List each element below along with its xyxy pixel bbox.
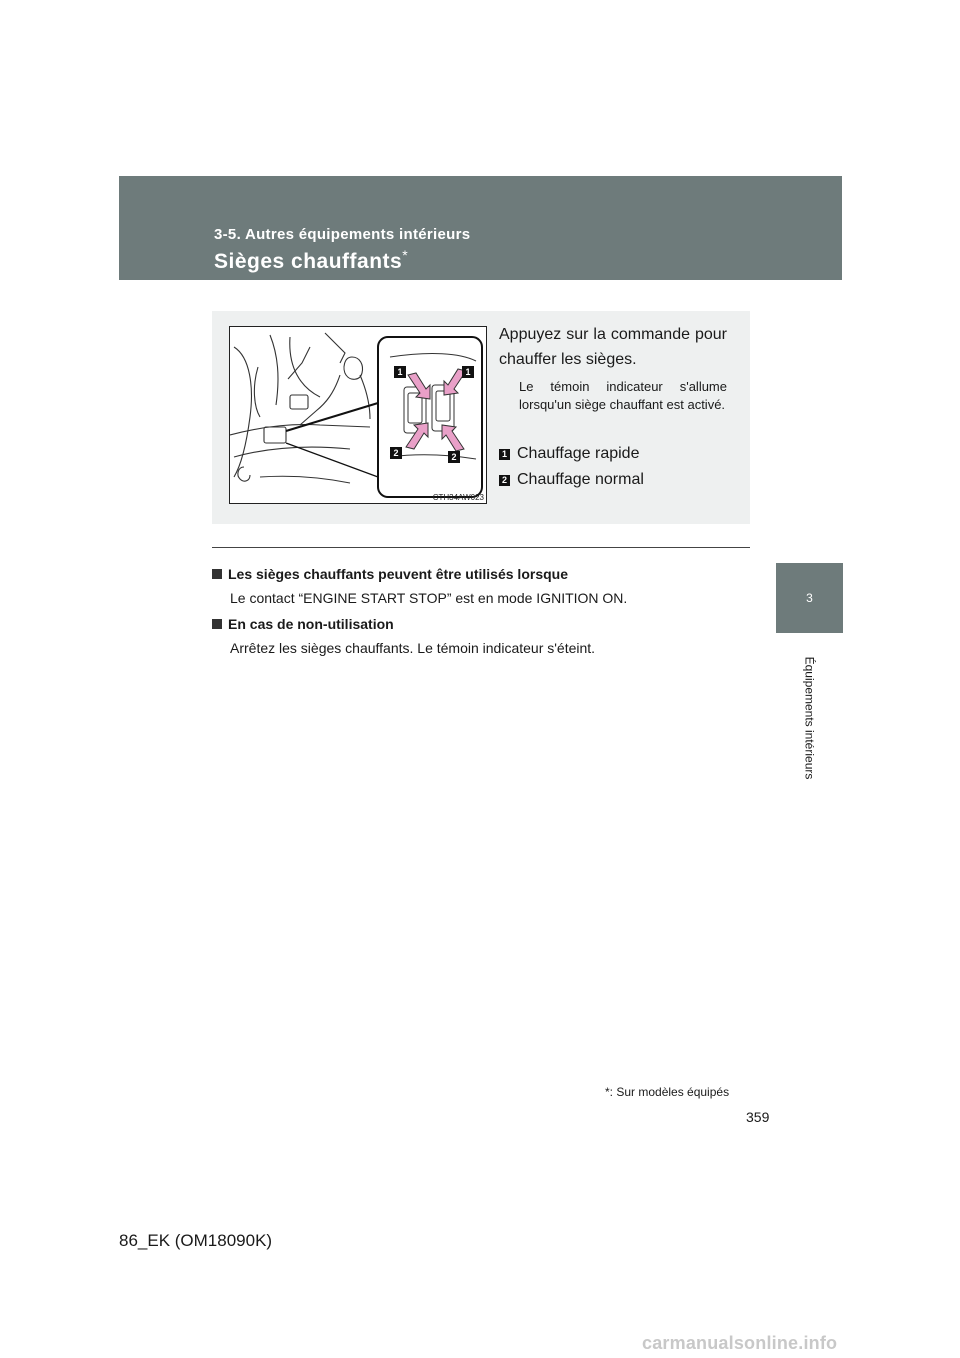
- chapter-tab-label-text: Équipements intérieurs: [802, 656, 817, 780]
- legend-label-2: Chauffage normal: [517, 471, 644, 488]
- callout-1b: 1: [465, 367, 471, 377]
- page-number: 359: [746, 1109, 770, 1125]
- chapter-tab-label: [776, 638, 843, 798]
- legend-number-1: 1: [499, 449, 510, 460]
- note-body-2: Arrêtez les sièges chauffants. Le témoin indicateur s'éteint.: [230, 640, 596, 656]
- callout-2b: 2: [451, 452, 457, 462]
- chapter-tab-number: 3: [776, 563, 843, 633]
- bullet-square-icon: [212, 619, 222, 629]
- seat-heater-illustration: [229, 326, 487, 504]
- section-divider: [212, 547, 750, 548]
- instruction-note: Le témoin indicateur s'allume lorsqu'un siège chauffant est activé.: [519, 379, 727, 412]
- callout-1a: 1: [397, 367, 403, 377]
- note-heading-1: [212, 565, 752, 583]
- note-heading-1-text: Les sièges chauffants peuvent être utilisés lorsque: [228, 566, 568, 582]
- section-label: 3-5. Autres équipements intérieurs: [214, 226, 471, 243]
- note-heading-2: [212, 615, 752, 633]
- legend-label-1: Chauffage rapide: [517, 445, 640, 462]
- instruction-text: Appuyez sur la commande pour chauffer les sièges.: [499, 326, 727, 368]
- title-asterisk: *: [402, 247, 409, 263]
- legend-item-1: [499, 445, 639, 463]
- bullet-square-icon: [212, 569, 222, 579]
- chapter-header: [119, 176, 842, 280]
- illustration-code: CTH34AW023: [432, 493, 484, 502]
- note-body-1: Le contact “ENGINE START STOP” est en mode IGNITION ON.: [230, 590, 628, 606]
- legend-item-2: [499, 471, 644, 489]
- callout-2a: 2: [393, 448, 399, 458]
- note-heading-2-text: En cas de non-utilisation: [228, 616, 394, 632]
- notes-list: [212, 565, 752, 665]
- illustration-drawing: [230, 327, 486, 503]
- page-title-text: Sièges chauffants: [214, 250, 403, 273]
- watermark: carmanualsonline.info: [642, 1333, 838, 1353]
- legend-number-2: 2: [499, 475, 510, 486]
- footnote: *: Sur modèles équipés: [605, 1085, 730, 1099]
- document-code: 86_EK (OM18090K): [119, 1231, 273, 1250]
- page-title: [214, 247, 408, 274]
